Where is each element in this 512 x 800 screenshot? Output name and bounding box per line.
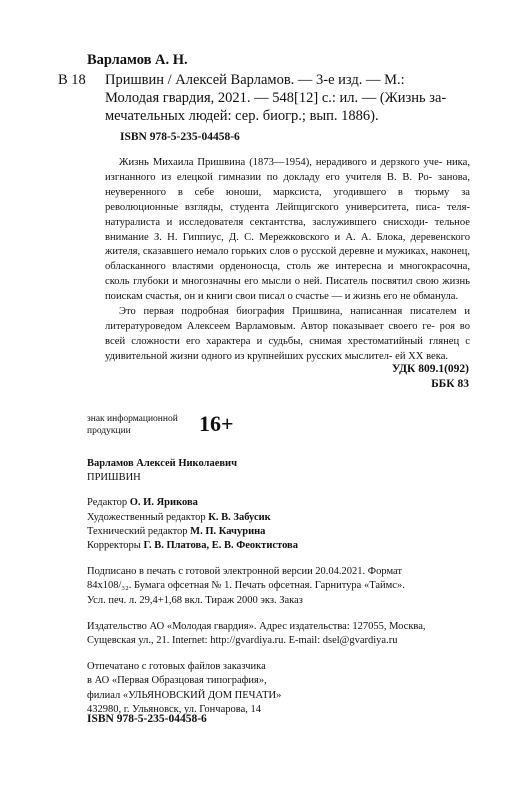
annot-line: ей XX века. [395, 350, 449, 362]
editor-name: О. И. Ярикова [129, 497, 198, 509]
tech-editor-name: М. П. Качурина [190, 525, 266, 537]
age-rating-label [87, 413, 187, 437]
print-line: Подписано в печать с готовой электронной версии 20.04.2021. Формат [87, 566, 402, 578]
age-label-line: знак информационной [87, 414, 178, 424]
publisher-line: Издательство АО «Молодая гвардия». Адрес издательства: 127055, Москва, [87, 620, 426, 632]
editor-label: Редактор [87, 497, 128, 509]
imprint-author: Варламов Алексей Николаевич [87, 458, 237, 469]
annotation-paragraph-2 [105, 305, 470, 365]
bib-line: мечательных людей: сер. биогр.; вып. 1886). [105, 108, 379, 124]
publisher-line: Сущевская ул., 21. Internet: http://gvardiya.ru. E-mail: dsel@gvardiya.ru [87, 635, 398, 647]
imprint-block [87, 457, 472, 717]
annotation-paragraph-1 [105, 156, 470, 305]
classification-indices [392, 362, 469, 392]
bib-line: Пришвин / Алексей Варламов. — 3-е изд. — М.: [105, 72, 405, 88]
annot-line: интересна и многокрасочна, сколь глубоки и многозначны его мысли о [105, 261, 470, 288]
isbn-bottom: ISBN 978-5-235-04458-6 [87, 713, 207, 725]
printer-line: Отпечатано с готовых файлов заказчика [87, 661, 266, 673]
printer-line: 432980, г. Ульяновск, ул. Гончарова, 14 [87, 703, 261, 715]
annot-line: роя во всей сложности его характера и судьбы, снимая хрестоматийный [105, 320, 470, 347]
imprint-title: ПРИШВИН [87, 472, 141, 484]
art-editor-line [87, 511, 472, 525]
annot-line: Это первая подробная биография Пришвина, написанная писателем [119, 306, 457, 318]
annot-line: деревенского жителя, сказавшего немало горьких слов о русской деревне [105, 231, 470, 258]
tech-editor-label: Технический редактор [87, 525, 188, 537]
tech-editor-line [87, 525, 472, 539]
age-rating-mark: 16+ [199, 411, 234, 436]
author-heading: Варламов А. Н. [87, 52, 188, 68]
udk-index: УДК 809.1(092) [391, 363, 469, 375]
annot-line: Жизнь Михаила Пришвина (1873—1954), нерадивого и дерзкого уче- [119, 157, 443, 168]
annot-line: и мужиках, наконец, обласканного властями орденоносца, столь же [105, 246, 470, 273]
annot-line: и литературоведом Алексеем Варламовым. Автор показывает своего ге- [105, 306, 471, 332]
annot-line: ника, изгнанного из елецкой гимназии по докладу его учителя В. В. Ро- [105, 157, 470, 183]
printer-line: филиал «УЛЬЯНОВСКИЙ ДОМ ПЕЧАТИ» [87, 689, 282, 701]
art-editor-label: Художественный редактор [87, 511, 206, 523]
annot-line: писал о счастье — и жизнь его не обманула. [258, 291, 459, 303]
bbk-index: ББК 83 [431, 378, 469, 390]
annot-line: тельное внимание З. Н. Гиппиус, Д. С. Мережковского и А. А. Блока, [105, 216, 470, 243]
editor-line [87, 496, 472, 510]
annotation [105, 156, 470, 365]
class-code: В 18 [58, 72, 86, 88]
proofreaders-line [87, 539, 472, 553]
proofreaders-label: Корректоры [87, 540, 141, 552]
bib-line: Молодая гвардия, 2021. — 548[12] с.: ил. — (Жизнь за- [105, 90, 447, 106]
isbn-top: ISBN 978-5-235-04458-6 [120, 131, 240, 143]
annot-line: теля-натуралиста и исследователя сектантства, заслужившего снисходи- [105, 201, 470, 228]
annot-line: ней. Писатель посвятил свою жизнь поискам счастья, он и книги свои [105, 276, 470, 303]
annot-line: глянец с удивительной жизни одного из крупнейших русских мыслител- [105, 335, 470, 362]
print-line: 84x108/₃₂. Бумага офсетная № 1. Печать офсетная. Гарнитура «Таймс». [87, 580, 405, 592]
annot-line: занова, неуверенного в себе юноши, марксиста, угодившего в тюрьму за [105, 171, 470, 198]
art-editor-name: К. В. Забусик [208, 511, 271, 523]
print-line: Усл. печ. л. 29,4+1,68 вкл. Тираж 2000 экз. Заказ [87, 594, 303, 606]
printer-line: в АО «Первая Образцовая типография», [87, 675, 267, 687]
proofreaders-names: Г. В. Платова, Е. В. Феоктистова [143, 540, 298, 552]
bibliographic-description [105, 71, 470, 125]
age-label-line: продукции [87, 426, 131, 436]
annot-line: революционные взгляды, студента Лейпцигского университета, писа- [105, 201, 441, 213]
